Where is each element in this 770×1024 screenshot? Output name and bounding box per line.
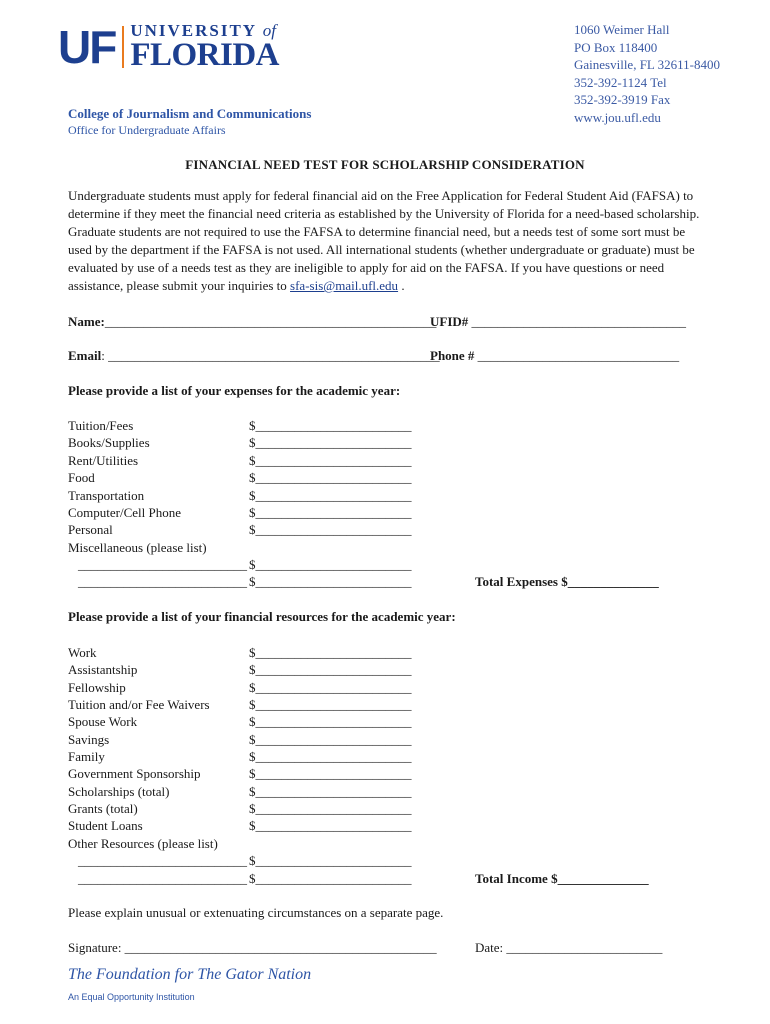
- logo-university: UNIVERSITY of: [130, 21, 276, 40]
- resource-amount-field[interactable]: $________________________: [249, 714, 412, 729]
- resource-amount-field[interactable]: $________________________: [249, 749, 412, 764]
- resource-amount-field[interactable]: $________________________: [249, 818, 412, 833]
- expense-item: Transportation: [68, 488, 145, 503]
- resource-item: Government Sponsorship: [68, 766, 201, 781]
- phone-line: 352-392-1124 Tel: [574, 74, 667, 90]
- uf-logo: [58, 22, 279, 72]
- resource-amount-field[interactable]: $________________________: [249, 784, 412, 799]
- expense-amount-field[interactable]: $________________________: [249, 522, 412, 537]
- resource-amount-field[interactable]: $________________________: [249, 697, 412, 712]
- college-name: College of Journalism and Communications: [68, 106, 312, 121]
- expense-amount-field[interactable]: $________________________: [249, 557, 412, 572]
- expense-item: Personal: [68, 522, 113, 537]
- expense-amount-field[interactable]: $________________________: [249, 418, 412, 433]
- expense-amount-field[interactable]: $________________________: [249, 470, 412, 485]
- expense-amount-field[interactable]: $________________________: [249, 574, 412, 589]
- resource-item: Tuition and/or Fee Waivers: [68, 697, 210, 712]
- expense-item: Tuition/Fees: [68, 418, 134, 433]
- resource-amount-field[interactable]: $________________________: [249, 645, 412, 660]
- resource-item: Savings: [68, 732, 110, 747]
- equal-opportunity-statement: An Equal Opportunity Institution: [68, 992, 195, 1002]
- ufid-field[interactable]: UFID# _________________________________: [430, 314, 687, 329]
- resource-item: Family: [68, 749, 105, 764]
- signature-field[interactable]: Signature: ________________________________________________: [68, 940, 437, 955]
- logo-florida: FLORIDA: [130, 37, 280, 73]
- expense-amount-field[interactable]: $________________________: [249, 505, 412, 520]
- total-expenses-field[interactable]: Total Expenses $______________: [475, 574, 659, 589]
- expense-item: Books/Supplies: [68, 435, 150, 450]
- resource-amount-field[interactable]: $________________________: [249, 662, 412, 677]
- office-name: Office for Undergraduate Affairs: [68, 123, 226, 137]
- resource-item: Assistantship: [68, 662, 138, 677]
- address-line: Gainesville, FL 32611-8400: [574, 57, 720, 73]
- address-block: [574, 21, 720, 127]
- resources-heading: Please provide a list of your financial resources for the academic year:: [68, 609, 456, 624]
- expense-item: Computer/Cell Phone: [68, 505, 182, 520]
- circumstances-note: Please explain unusual or extenuating circumstances on a separate page.: [68, 905, 444, 920]
- expenses-heading: Please provide a list of your expenses for the academic year:: [68, 383, 401, 398]
- other-resource-field[interactable]: __________________________: [78, 853, 247, 868]
- email-field[interactable]: Email: ___________________________________________________: [68, 348, 440, 363]
- total-income-field[interactable]: Total Income $______________: [475, 871, 649, 886]
- resource-amount-field[interactable]: $________________________: [249, 801, 412, 816]
- form-title: FINANCIAL NEED TEST FOR SCHOLARSHIP CONSIDERATION: [185, 157, 585, 172]
- misc-expense-field[interactable]: __________________________: [78, 557, 247, 572]
- name-field[interactable]: Name:___________________________________________________: [68, 314, 437, 329]
- expense-item: Miscellaneous (please list): [68, 540, 207, 555]
- expense-amount-field[interactable]: $________________________: [249, 488, 412, 503]
- resource-item: Other Resources (please list): [68, 836, 218, 851]
- resource-item: Fellowship: [68, 680, 126, 695]
- resource-amount-field[interactable]: $________________________: [249, 680, 412, 695]
- resource-item: Spouse Work: [68, 714, 138, 729]
- resource-amount-field[interactable]: $________________________: [249, 732, 412, 747]
- expense-item: Rent/Utilities: [68, 453, 139, 468]
- fax-line: 352-392-3919 Fax: [574, 92, 671, 108]
- expense-amount-field[interactable]: $________________________: [249, 435, 412, 450]
- resource-amount-field[interactable]: $________________________: [249, 871, 412, 886]
- email-link[interactable]: sfa-sis@mail.ufl.edu: [290, 278, 399, 293]
- logo-divider: [122, 26, 124, 68]
- misc-expense-field[interactable]: __________________________: [78, 574, 247, 589]
- other-resource-field[interactable]: __________________________: [78, 871, 247, 886]
- resource-amount-field[interactable]: $________________________: [249, 853, 412, 868]
- phone-field[interactable]: Phone # _______________________________: [430, 348, 680, 363]
- resource-item: Student Loans: [68, 818, 143, 833]
- resource-item: Work: [68, 645, 97, 660]
- uf-wordmark: UF: [58, 21, 116, 73]
- intro-paragraph: Undergraduate students must apply for federal financial aid on the Free Application for Federal Student Aid (FAFSA) to determine if they meet the financial need criteria as established by the University of Florida for a need-based scholarship. Graduate students are not required to use the FAFSA to determine financial need, but a needs test of some sort must be used by the department if the FAFSA is not used. All international students (whether undergraduate or graduate) must be evaluated by use of a needs test as they are ineligible to apply for aid on the FAFSA. If you have questions or need assistance, please submit your inquiries to sfa-sis@mail.ufl.edu .: [68, 188, 700, 293]
- address-line: 1060 Weimer Hall: [574, 22, 670, 37]
- website-link[interactable]: www.jou.ufl.edu: [574, 109, 661, 125]
- resource-item: Grants (total): [68, 801, 138, 816]
- address-line: PO Box 118400: [574, 39, 658, 55]
- resource-amount-field[interactable]: $________________________: [249, 766, 412, 781]
- tagline: The Foundation for The Gator Nation: [68, 966, 312, 983]
- resource-item: Scholarships (total): [68, 784, 170, 799]
- date-field[interactable]: Date: ________________________: [475, 940, 663, 955]
- expense-item: Food: [68, 470, 95, 485]
- expense-amount-field[interactable]: $________________________: [249, 453, 412, 468]
